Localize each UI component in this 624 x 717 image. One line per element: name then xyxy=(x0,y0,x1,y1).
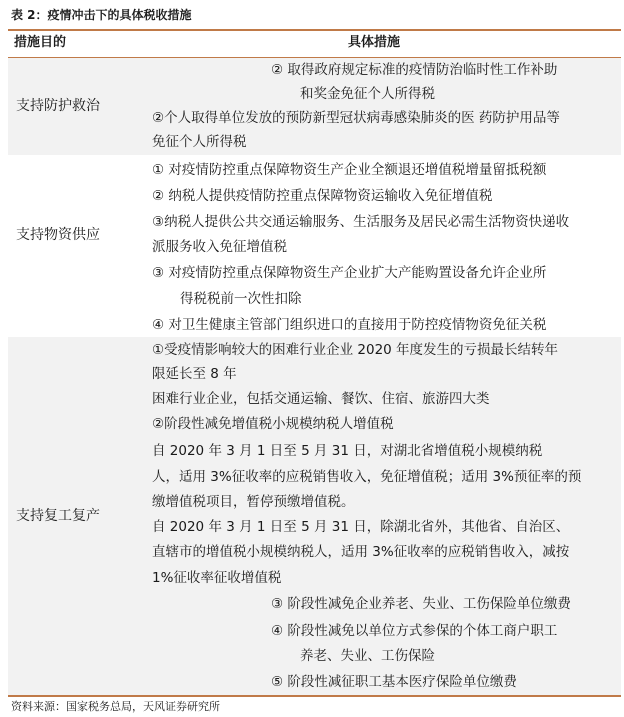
column-header-measures: 具体措施 xyxy=(348,35,401,50)
measure-line: 缴增值税项目，暂停预缴增值税。 xyxy=(152,494,355,510)
measure-line: 得税税前一次性扣除 xyxy=(180,291,302,307)
measure-line: 免征个人所得税 xyxy=(152,134,247,150)
measure-line: ② 纳税人提供疫情防控重点保障物资运输收入免征增值税 xyxy=(152,188,493,204)
measure-line: ③ 对疫情防控重点保障物资生产企业扩大产能购置设备允许企业所 xyxy=(152,265,547,281)
table-title: 表 2：疫情冲击下的具体税收措施 xyxy=(11,8,192,22)
measure-line: 限延长至 8 年 xyxy=(152,366,237,382)
measure-line: 直辖市的增值税小规模纳税人，适用 3%征收率的应税销售收入，减按 xyxy=(152,544,570,560)
source-note: 资料来源：国家税务总局，天风证券研究所 xyxy=(11,700,220,713)
measure-line: ③纳税人提供公共交通运输服务、生活服务及居民必需生活物资快递收 xyxy=(152,214,570,230)
measure-line: 困难行业企业，包括交通运输、餐饮、住宿、旅游四大类 xyxy=(152,391,490,407)
measure-line: ②阶段性减免增值税小规模纳税人增值税 xyxy=(152,416,394,432)
top-rule xyxy=(8,29,621,31)
measure-line: 和奖金免征个人所得税 xyxy=(300,86,435,102)
table-row-supply xyxy=(8,155,621,337)
measure-line: ④ 对卫生健康主管部门组织进口的直接用于防控疫情物资免征关税 xyxy=(152,317,547,333)
table-row-protection xyxy=(8,58,621,155)
measure-line: ⑤ 阶段性减征职工基本医疗保险单位缴费 xyxy=(271,674,517,690)
measure-line: 派服务收入免征增值税 xyxy=(152,239,287,255)
measure-line: 养老、失业、工伤保险 xyxy=(300,648,435,664)
measure-line: ④ 阶段性减免以单位方式参保的个体工商户职工 xyxy=(271,623,558,639)
measure-line: ② 取得政府规定标准的疫情防治临时性工作补助 xyxy=(271,62,558,78)
measure-line: 自 2020 年 3 月 1 日至 5 月 31 日，除湖北省外，其他省、自治区、 xyxy=(152,519,570,535)
measure-line: ①受疫情影响较大的困难行业企业 2020 年度发生的亏损最长结转年 xyxy=(152,342,559,358)
purpose-cell: 支持物资供应 xyxy=(16,227,100,243)
measure-line: ① 对疫情防控重点保障物资生产企业全额退还增值税增量留抵税额 xyxy=(152,162,547,178)
measure-line: 自 2020 年 3 月 1 日至 5 月 31 日，对湖北省增值税小规模纳税 xyxy=(152,443,543,459)
measure-line: 1%征收率征收增值税 xyxy=(152,570,282,586)
bottom-rule xyxy=(8,695,621,697)
column-header-purpose: 措施目的 xyxy=(14,35,67,50)
purpose-cell: 支持复工复产 xyxy=(16,508,100,524)
purpose-cell: 支持防护救治 xyxy=(16,98,100,114)
measure-line: 人，适用 3%征收率的应税销售收入，免征增值税；适用 3%预征率的预 xyxy=(152,469,582,485)
measure-line: ②个人取得单位发放的预防新型冠状病毒感染肺炎的医 药防护用品等 xyxy=(152,110,560,126)
table-row-resume-work xyxy=(8,337,621,695)
measure-line: ③ 阶段性减免企业养老、失业、工伤保险单位缴费 xyxy=(271,596,571,612)
